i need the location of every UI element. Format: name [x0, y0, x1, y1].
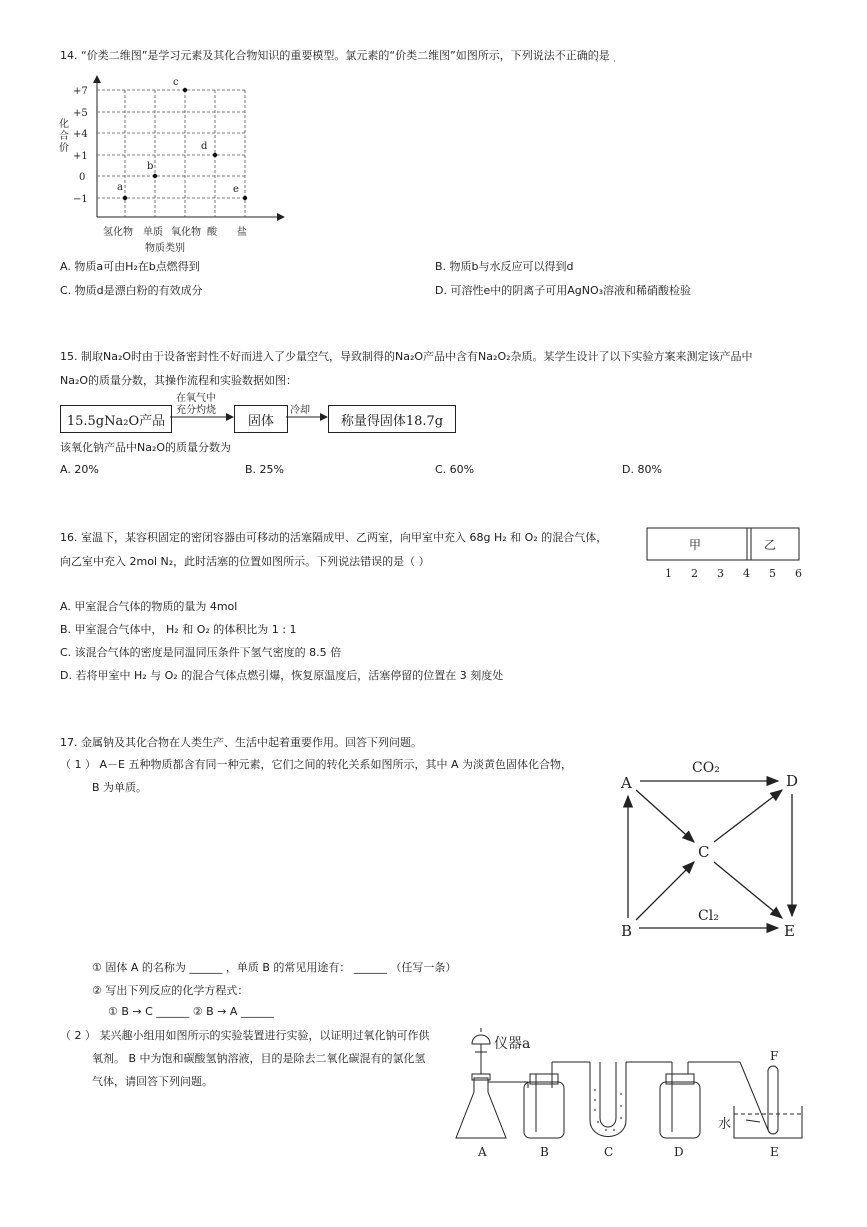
q15-stem-line2: Na₂O的质量分数，其操作流程和实验数据如图： — [60, 374, 298, 387]
u-tube-packing — [594, 1089, 622, 1131]
point-c-label: c — [173, 77, 179, 88]
x-axis-label: 物质类别 — [145, 243, 185, 254]
separatory-funnel — [472, 1035, 490, 1044]
y-tick: +7 — [73, 86, 88, 97]
tube-f — [768, 1066, 778, 1134]
scale-tick: 5 — [769, 567, 776, 580]
point-e — [243, 196, 247, 200]
q15-option-c: C. 60% — [435, 463, 475, 476]
experiment-apparatus — [448, 1022, 818, 1162]
water-pointer — [746, 1120, 760, 1122]
scale-tick: 6 — [795, 567, 802, 580]
flow-arrow1-top: 在氧气中 — [176, 393, 216, 404]
q16-stem-line1: 16. 室温下，某容积固定的密闭容器由可移动的活塞隔成甲、乙两室，向甲室中充入 68g H₂ 和 O₂ 的混合气体， — [60, 531, 608, 544]
x-tick: 氢化物 — [103, 227, 133, 238]
x-tick: 单质 — [143, 227, 163, 238]
chamber-right-label: 乙 — [764, 538, 777, 552]
flow-arrow1 — [170, 412, 234, 422]
water-label: 水 — [718, 1117, 732, 1132]
y-axis-label-1: 化 — [59, 119, 69, 130]
q14-stem: 14. “价类二维图”是学习元素及其化合物知识的重要模型。氯元素的“价类二维图”如图所示，下列说法不正确的是 — [60, 49, 610, 62]
label-b: B — [540, 1145, 549, 1159]
label-a: A — [478, 1145, 487, 1159]
q17-sub3: ① B → C ______ ② B → A ______ — [108, 1005, 274, 1018]
q15-option-a: A. 20% — [60, 463, 99, 476]
q15-option-d: D. 80% — [622, 463, 662, 476]
y-axis-arrow — [93, 75, 101, 83]
scale-tick: 2 — [691, 567, 698, 580]
x-tick: 酸 — [207, 227, 217, 238]
q17-part1-line1: （ 1 ） A－E 五种物质都含有同一种元素，它们之间的转化关系如图所示，其中 A 为淡黄色固体化合物， — [60, 758, 572, 771]
q17-stem: 17. 金属钠及其化合物在人类生产、生活中起着重要作用。回答下列问题。 — [60, 736, 422, 749]
edge-be-label: Cl₂ — [698, 908, 719, 924]
arrow-a-c — [636, 790, 694, 842]
tube-f-label: F — [770, 1049, 779, 1063]
q16-option-d: D. 若将甲室中 H₂ 与 O₂ 的混合气体点燃引爆，恢复原温度后，活塞停留的位置在 3 刻度处 — [60, 669, 504, 682]
point-d-label: d — [201, 141, 208, 152]
q15-option-b: B. 25% — [245, 463, 284, 476]
y-axis-label-2: 合 — [59, 131, 69, 142]
flow-box-weighed: 称量得固体18.7g — [328, 405, 456, 433]
q17-part2-line3: 气体，请回答下列问题。 — [92, 1075, 213, 1088]
q14-option-a: A. 物质a可由H₂在b点燃得到 — [60, 260, 200, 273]
node-a: A — [621, 774, 632, 792]
point-b-label: b — [147, 161, 154, 172]
conversion-diagram — [614, 756, 806, 944]
label-d: D — [674, 1145, 684, 1159]
arrow-c-d — [714, 790, 782, 842]
label-c: C — [604, 1145, 614, 1159]
flow-arrow2-label: 冷却 — [290, 405, 310, 416]
y-tick: +1 — [73, 151, 88, 162]
q17-part2-line2: 氧剂。 B 中为饱和碳酸氢钠溶液，目的是除去二氧化碳混有的氯化氢 — [92, 1052, 426, 1065]
q17-part1-line2: B 为单质。 — [92, 781, 148, 794]
point-c — [183, 88, 187, 92]
flow-arrow1-bottom: 充分灼烧 — [176, 405, 216, 416]
arrow-c-e — [714, 862, 782, 918]
x-tick: 氧化物 — [171, 227, 201, 238]
y-tick: +5 — [73, 108, 88, 119]
y-tick: +4 — [73, 129, 88, 140]
arrow-b-c — [636, 862, 694, 920]
edge-ad-label: CO₂ — [692, 760, 720, 776]
q14-option-b: B. 物质b与水反应可以得到d — [435, 260, 574, 273]
q14-option-d: D. 可溶性e中的阴离子可用AgNO₃溶液和稀硝酸检验 — [435, 284, 692, 297]
q16-option-c: C. 该混合气体的密度是同温同压条件下氢气密度的 8.5 倍 — [60, 646, 342, 659]
node-b: B — [621, 922, 633, 940]
emphasis-dots: ··· — [596, 57, 622, 66]
y-axis-label-3: 价 — [59, 143, 69, 154]
chamber-left-label: 甲 — [689, 538, 702, 552]
y-tick: −1 — [73, 194, 88, 205]
node-d: D — [786, 772, 799, 790]
node-c: C — [698, 843, 710, 861]
q17-sub1: ① 固体 A 的名称为 ______ ，单质 B 的常见用途有： ______ （任写一条） — [92, 961, 457, 974]
q16-option-b: B. 甲室混合气体中， H₂ 和 O₂ 的体积比为 1 : 1 — [60, 623, 297, 636]
scale-tick: 3 — [717, 567, 724, 580]
y-tick: 0 — [79, 172, 86, 183]
q15-question: 该氧化钠产品中Na₂O的质量分数为 — [60, 441, 232, 454]
q16-option-a: A. 甲室混合气体的物质的量为 4mol — [60, 600, 238, 613]
point-a — [123, 196, 127, 200]
instrument-a-label: 仪器a — [494, 1036, 531, 1052]
valence-class-chart — [55, 75, 285, 255]
bottle-d — [660, 1082, 700, 1138]
node-e: E — [784, 922, 795, 940]
scale-tick: 4 — [743, 567, 750, 580]
scale-tick: 1 — [665, 567, 672, 580]
bottle-b — [524, 1082, 564, 1138]
data-points — [117, 77, 247, 200]
q17-sub2: ② 写出下列反应的化学方程式： — [92, 984, 249, 997]
point-d — [213, 153, 217, 157]
flow-box-solid: 固体 — [234, 405, 288, 433]
piston-container — [644, 526, 814, 584]
q16-stem-line2: 向乙室中充入 2mol N₂，此时活塞的位置如图所示。下列说法错误的是（ ） — [60, 555, 430, 568]
flask-a — [456, 1078, 506, 1138]
piston — [747, 528, 751, 560]
q17-part2-line1: （ 2 ） 某兴趣小组用如图所示的实验装置进行实验，以证明过氧化钠可作供 — [60, 1029, 430, 1042]
label-e: E — [770, 1145, 779, 1159]
point-a-label: a — [117, 182, 123, 193]
x-tick: 盐 — [237, 227, 247, 238]
flow-box-product: 15.5gNa₂O产品 — [60, 405, 172, 433]
x-axis-arrow — [277, 213, 285, 221]
flow-arrow2 — [286, 412, 328, 422]
q15-stem-line1: 15. 制取Na₂O时由于设备密封性不好而进入了少量空气，导致制得的Na₂O产品中含有Na₂O₂杂质。某学生设计了以下实验方案来测定该产品中 — [60, 350, 753, 363]
point-e-label: e — [233, 184, 239, 195]
point-b — [153, 174, 157, 178]
q14-option-c: C. 物质d是漂白粉的有效成分 — [60, 284, 203, 297]
